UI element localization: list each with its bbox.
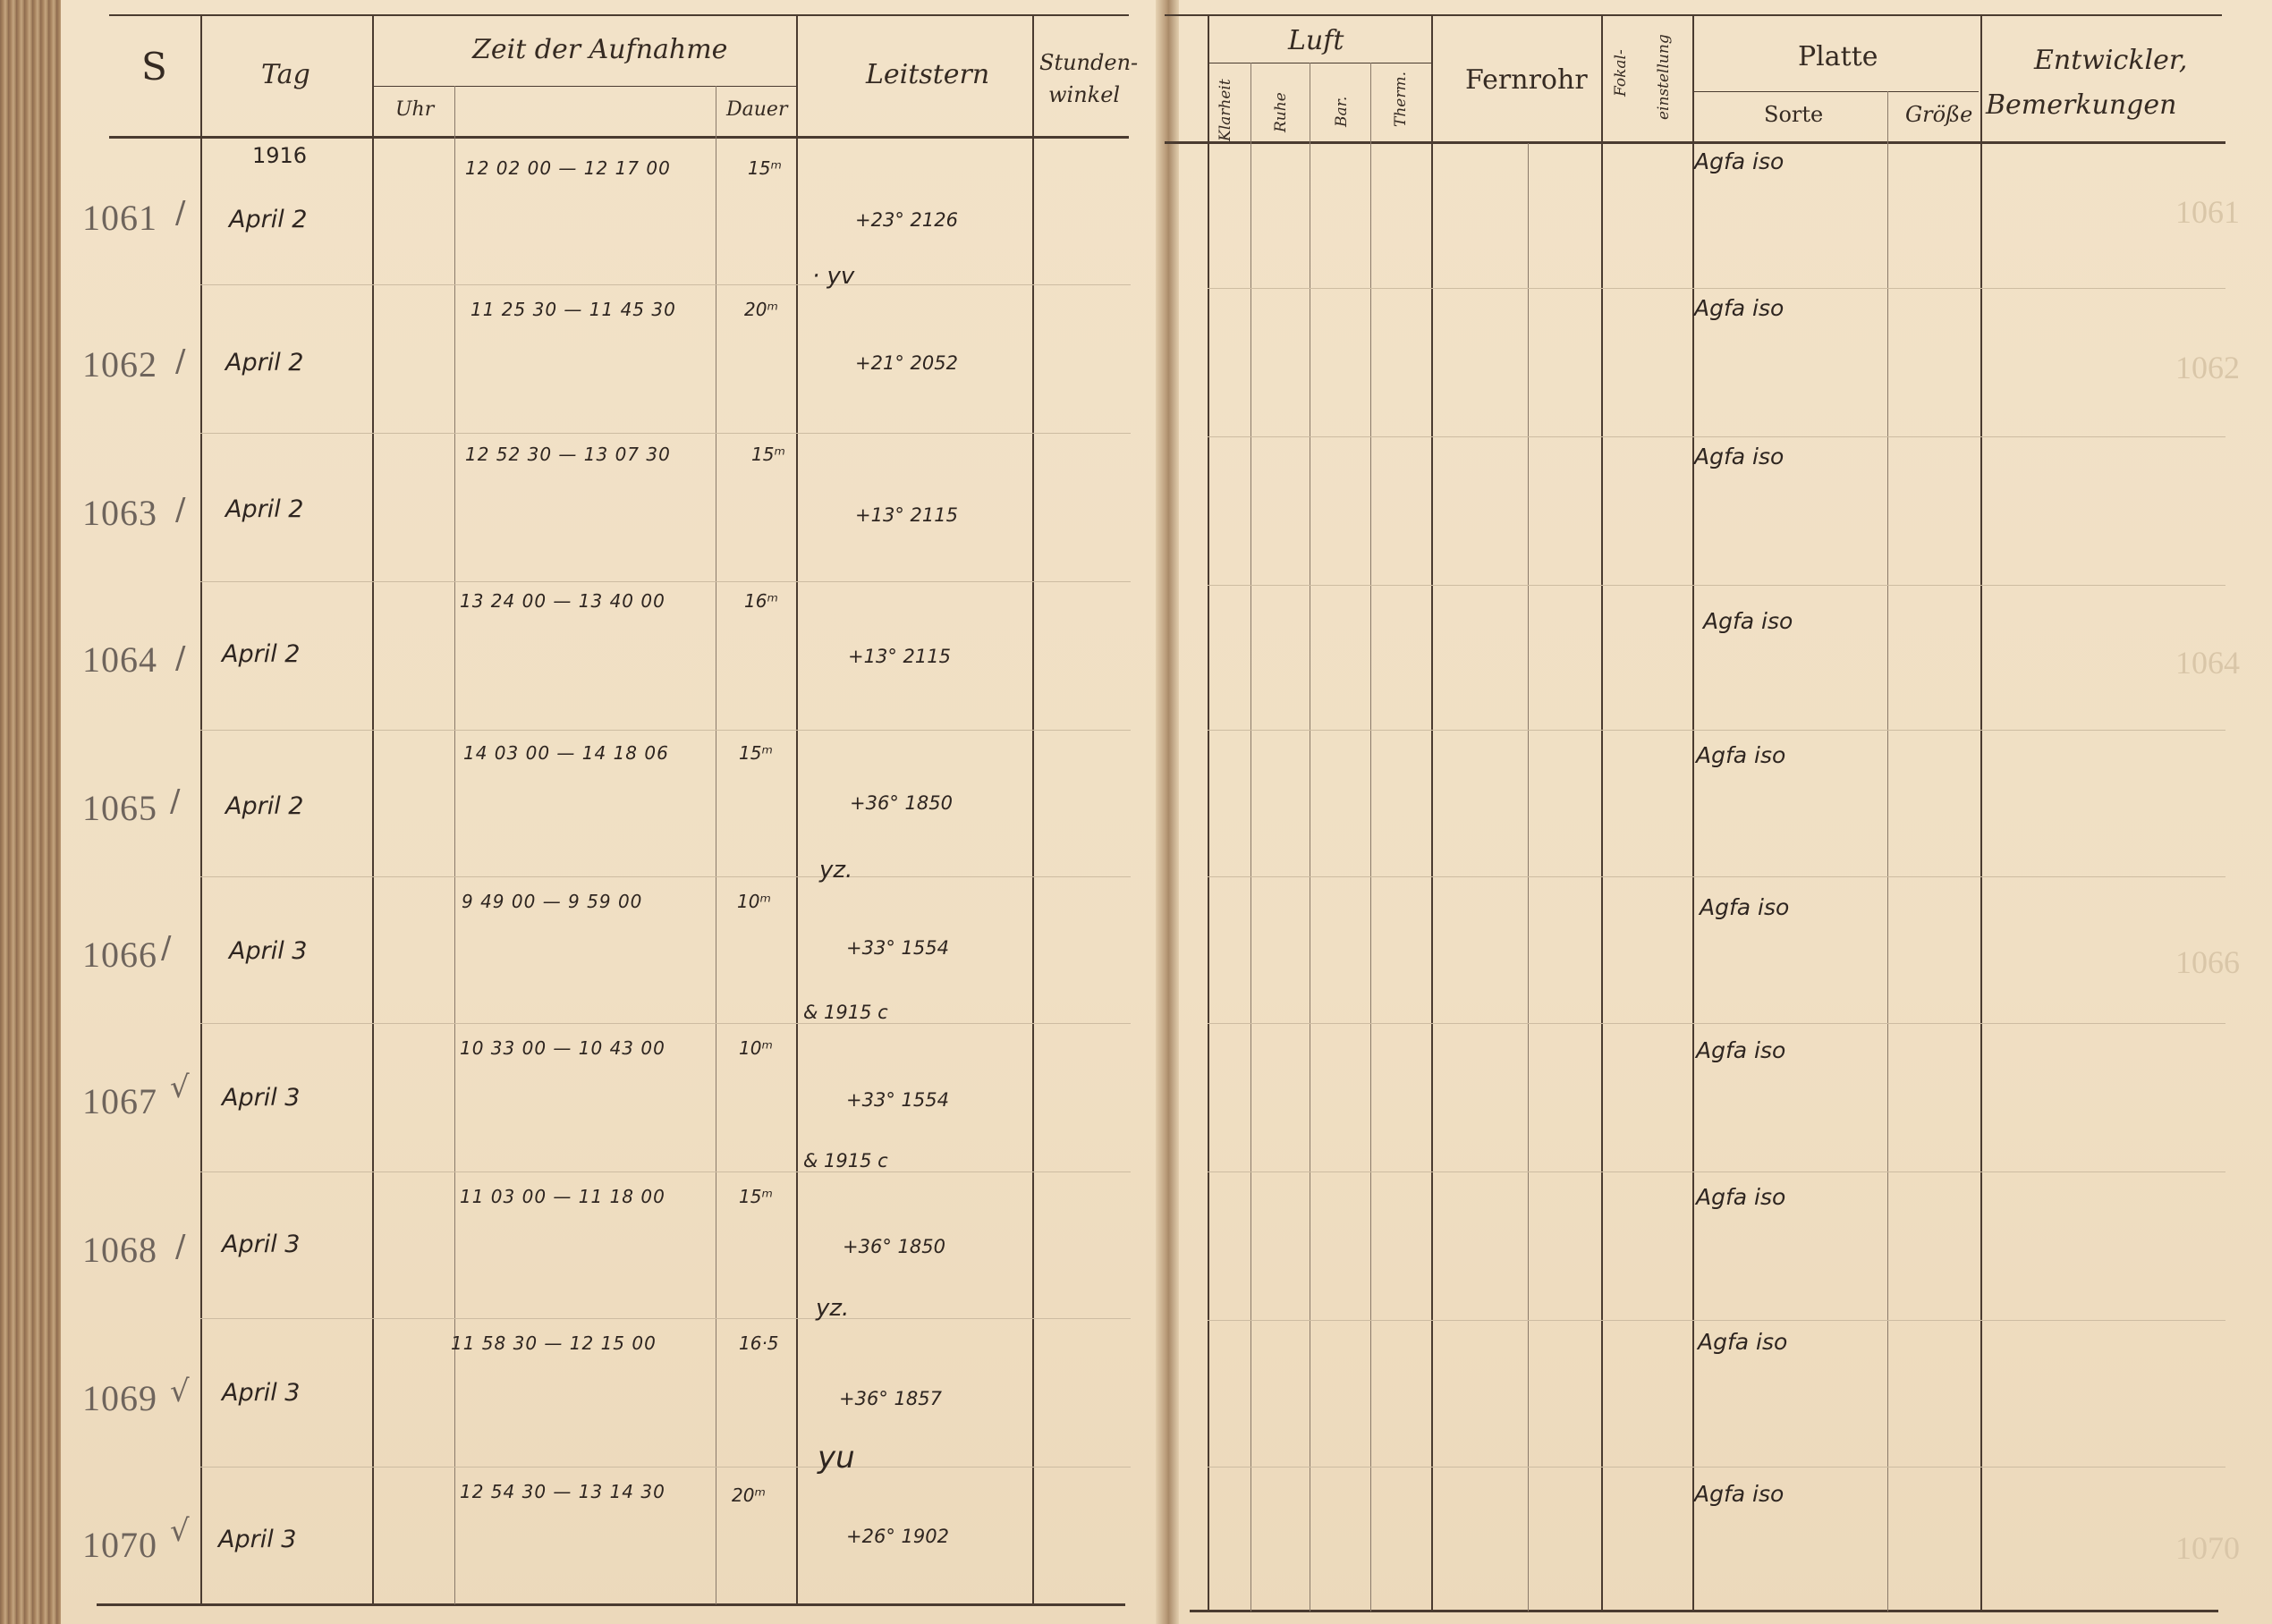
plate-type-cell: Agfa iso <box>1694 148 1785 174</box>
col-divider-bar-therm <box>1370 63 1371 1611</box>
plate-number: 1061 <box>82 198 157 238</box>
guide-star-cell: +36° 1850 <box>850 792 953 814</box>
guide-star-cell: +36° 1850 <box>843 1236 945 1257</box>
right-page <box>1174 0 2272 1624</box>
bleed-through-mark: 1066 <box>2175 944 2240 980</box>
duration-cell: 15ᵐ <box>748 157 782 179</box>
col-divider-tag-uhr <box>372 14 374 1604</box>
plate-type-cell: Agfa iso <box>1696 1037 1786 1063</box>
time-cell: 14 03 00 — 14 18 06 <box>463 742 669 764</box>
top-rule-left <box>109 14 1129 16</box>
guide-star-cell: +13° 2115 <box>848 646 951 667</box>
plate-type-cell: Agfa iso <box>1694 1481 1785 1507</box>
time-cell: 10 33 00 — 10 43 00 <box>460 1037 665 1059</box>
guide-star-cell: +13° 2115 <box>855 504 958 526</box>
header-ruhe: Ruhe <box>1272 92 1290 132</box>
guide-star-cell: +33° 1554 <box>846 1089 949 1111</box>
plate-type-cell: Agfa iso <box>1694 295 1785 321</box>
check-mark: / <box>175 492 186 528</box>
duration-cell: 16ᵐ <box>744 590 778 612</box>
row-separator <box>200 1318 1131 1319</box>
bottom-rule-left <box>97 1603 1125 1606</box>
header-klarheit: Klarheit <box>1217 79 1234 141</box>
row-separator <box>1208 876 2225 877</box>
check-mark: / <box>161 930 172 966</box>
row-separator <box>1208 436 2225 437</box>
duration-cell: 15ᵐ <box>739 742 773 764</box>
plate-number: 1067 <box>82 1081 157 1121</box>
date-cell: April 2 <box>225 792 304 820</box>
guide-star-cell: +33° 1554 <box>846 937 949 959</box>
row-separator <box>1208 1320 2225 1321</box>
zeit-subheader-rule <box>374 86 796 87</box>
col-divider-sorte-groesse <box>1887 91 1888 1611</box>
check-mark: √ <box>170 1070 190 1105</box>
header-entwickler: Entwickler, <box>2034 45 2188 76</box>
platte-subheader-rule <box>1692 91 1979 92</box>
col-divider-platte-entwickler <box>1980 14 1982 1611</box>
time-cell: 11 03 00 — 11 18 00 <box>460 1186 665 1207</box>
duration-cell: 20ᵐ <box>732 1484 766 1506</box>
duration-cell: 15ᵐ <box>739 1186 773 1207</box>
plate-number: 1063 <box>82 493 157 533</box>
check-mark: / <box>175 640 186 676</box>
col-divider-fernrohr-fokal <box>1601 14 1603 1611</box>
row-separator <box>1208 288 2225 289</box>
bleed-through-mark: 1062 <box>2175 350 2240 385</box>
date-cell: April 3 <box>222 1084 301 1112</box>
header-uhr: Uhr <box>395 98 435 121</box>
guide-star-cell: +21° 2052 <box>855 352 958 374</box>
bleed-through-mark: 1061 <box>2175 194 2240 230</box>
row-separator <box>200 730 1131 731</box>
header-bottom-rule-left <box>109 136 1129 139</box>
col-divider-fernrohr-inner <box>1528 143 1529 1611</box>
row-separator <box>200 581 1131 582</box>
date-cell: April 3 <box>222 1379 301 1407</box>
guide-star-note: yz. <box>816 1295 850 1322</box>
check-mark: √ <box>170 1374 190 1409</box>
col-divider-fokal-platte <box>1692 14 1694 1611</box>
header-stunden: Stunden- <box>1039 50 1139 75</box>
header-winkel: winkel <box>1048 82 1121 107</box>
header-therm: Therm. <box>1392 72 1410 127</box>
guide-star-note: yz. <box>819 857 853 884</box>
header-leitstern: Leitstern <box>866 59 990 90</box>
header-sorte: Sorte <box>1764 102 1824 127</box>
plate-number: 1065 <box>82 788 157 828</box>
plate-number: 1070 <box>82 1525 157 1565</box>
time-cell: 9 49 00 — 9 59 00 <box>462 891 643 912</box>
time-cell: 12 52 30 — 13 07 30 <box>465 444 671 465</box>
duration-cell: 10ᵐ <box>737 891 771 912</box>
plate-number: 1068 <box>82 1230 157 1270</box>
date-cell: April 2 <box>225 495 304 523</box>
row-separator <box>200 433 1131 434</box>
header-tag: Tag <box>261 59 310 90</box>
plate-number: 1066 <box>82 935 157 975</box>
duration-cell: 15ᵐ <box>751 444 785 465</box>
time-cell: 11 58 30 — 12 15 00 <box>451 1332 657 1354</box>
check-mark: / <box>175 343 186 379</box>
row-separator <box>1208 1023 2225 1024</box>
duration-cell: 16·5 <box>739 1332 779 1354</box>
check-mark: / <box>170 783 181 819</box>
plate-number: 1062 <box>82 344 157 385</box>
plate-type-cell: Agfa iso <box>1700 894 1790 920</box>
row-separator <box>200 1467 1131 1468</box>
plate-type-cell: Agfa iso <box>1703 608 1793 634</box>
time-cell: 12 02 00 — 12 17 00 <box>465 157 671 179</box>
header-platte: Platte <box>1798 41 1878 72</box>
duration-cell: 20ᵐ <box>744 299 778 320</box>
plate-type-cell: Agfa iso <box>1694 444 1785 469</box>
header-zeit-der-aufnahme: Zeit der Aufnahme <box>472 34 728 65</box>
header-bottom-rule-right <box>1165 141 2225 144</box>
duration-cell: 10ᵐ <box>739 1037 773 1059</box>
date-cell: April 2 <box>225 349 304 376</box>
year-label: 1916 <box>252 143 308 168</box>
time-cell: 13 24 00 — 13 40 00 <box>460 590 665 612</box>
row-separator <box>1208 1467 2225 1468</box>
col-divider-klarheit-ruhe <box>1250 63 1251 1611</box>
bleed-through-mark: 1064 <box>2175 645 2240 681</box>
check-mark: / <box>175 1229 186 1265</box>
guide-star-cell: +23° 2126 <box>855 209 958 231</box>
bottom-rule-right <box>1190 1610 2218 1612</box>
date-cell: April 3 <box>222 1231 301 1258</box>
row-separator <box>200 1023 1131 1024</box>
guide-star-note: & 1915 c <box>803 1002 888 1023</box>
guide-star-cell: +26° 1902 <box>846 1526 949 1547</box>
plate-type-cell: Agfa iso <box>1696 1184 1786 1210</box>
date-cell: April 2 <box>222 640 301 668</box>
header-bar: Bar. <box>1333 96 1351 127</box>
plate-number: 1064 <box>82 639 157 680</box>
col-divider-luft-fernrohr <box>1431 14 1433 1611</box>
date-cell: April 3 <box>218 1526 297 1553</box>
guide-star-cell: +36° 1857 <box>839 1388 942 1409</box>
time-cell: 12 54 30 — 13 14 30 <box>460 1481 665 1502</box>
row-separator <box>200 284 1131 285</box>
col-divider-dauer-leitstern <box>796 14 798 1604</box>
guide-star-note: yu <box>818 1440 855 1476</box>
header-groesse: Größe <box>1905 102 1973 127</box>
page-stack-edge <box>0 0 63 1624</box>
book-gutter <box>1156 0 1179 1624</box>
header-s: S <box>141 45 167 89</box>
header-fernrohr: Fernrohr <box>1465 64 1588 96</box>
check-mark: / <box>175 195 186 231</box>
plate-type-cell: Agfa iso <box>1698 1329 1788 1355</box>
guide-star-note: & 1915 c <box>803 1150 888 1171</box>
guide-star-note: · yv <box>812 263 855 290</box>
row-separator <box>1208 730 2225 731</box>
row-separator <box>200 876 1131 877</box>
row-separator <box>200 1171 1131 1172</box>
time-cell: 11 25 30 — 11 45 30 <box>471 299 676 320</box>
plate-number: 1069 <box>82 1378 157 1418</box>
col-divider-s-tag <box>200 14 202 1604</box>
date-cell: April 3 <box>229 937 308 965</box>
header-dauer: Dauer <box>726 98 788 121</box>
header-luft: Luft <box>1288 25 1344 56</box>
date-cell: April 2 <box>229 206 308 233</box>
header-fokal: Fokal- <box>1612 49 1630 97</box>
bleed-through-mark: 1070 <box>2175 1530 2240 1566</box>
header-einstellung: einstellung <box>1655 34 1673 120</box>
col-divider-luft-left <box>1208 14 1209 1611</box>
header-bemerkungen: Bemerkungen <box>1986 89 2177 121</box>
plate-type-cell: Agfa iso <box>1696 742 1786 768</box>
check-mark: √ <box>170 1513 190 1549</box>
col-divider-uhr-zeit <box>454 86 455 1604</box>
row-separator <box>1208 1171 2225 1172</box>
col-divider-leitstern-stunden <box>1032 14 1034 1604</box>
row-separator <box>1208 585 2225 586</box>
